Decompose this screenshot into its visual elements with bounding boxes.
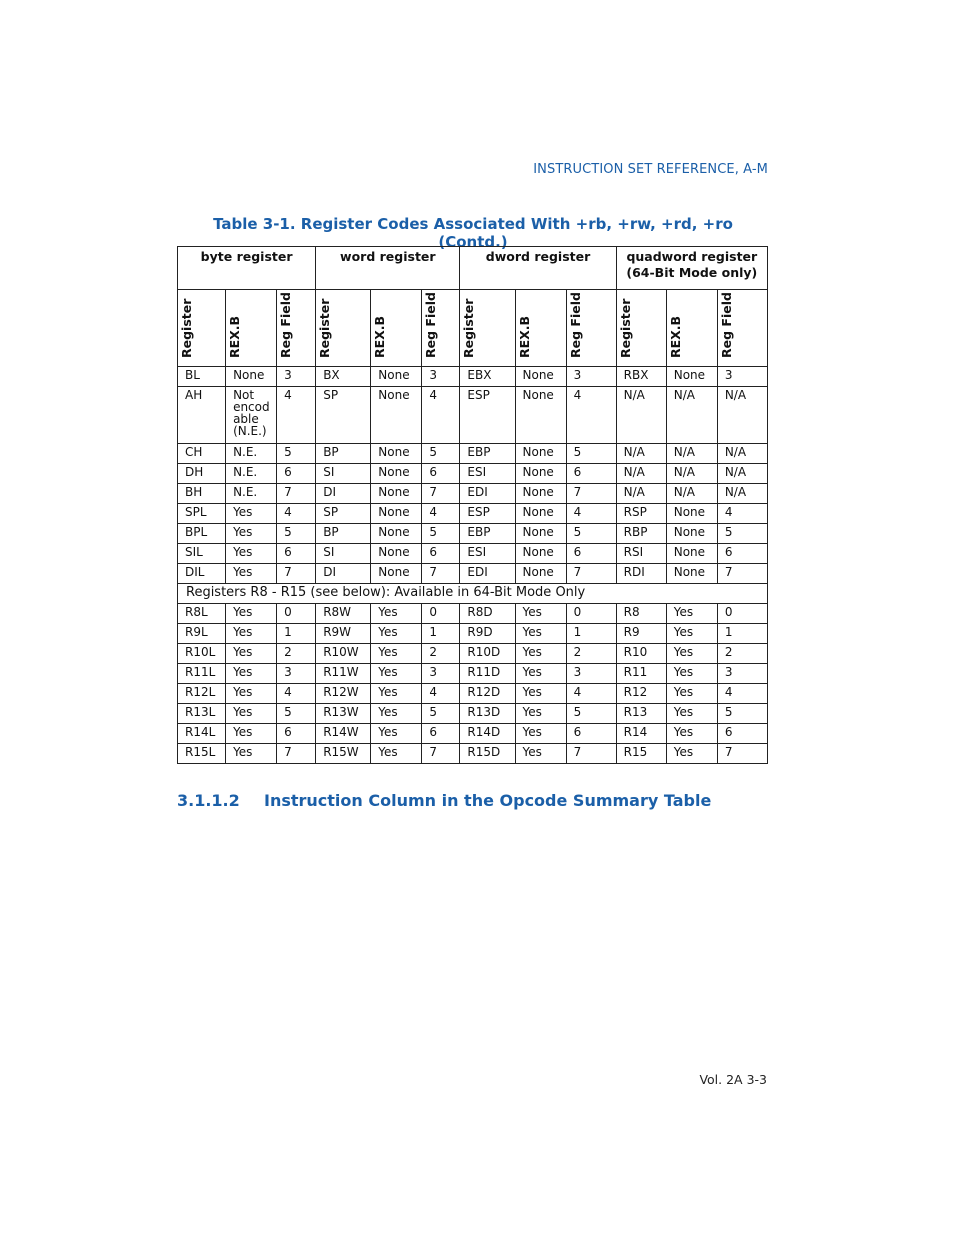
table-cell: DI xyxy=(316,484,371,504)
table-cell: 4 xyxy=(277,684,316,704)
table-cell: R12D xyxy=(460,684,515,704)
table-row xyxy=(178,504,768,524)
table-cell: 1 xyxy=(422,624,460,644)
group-header: quadword register (64-Bit Mode only) xyxy=(616,247,767,290)
table-cell: 7 xyxy=(277,484,316,504)
table-row xyxy=(178,684,768,704)
table-cell: None xyxy=(515,544,566,564)
table-cell: N/A xyxy=(616,464,666,484)
table-cell: BL xyxy=(178,367,226,387)
span-note: Registers R8 - R15 (see below): Available in 64-Bit Mode Only xyxy=(178,584,768,604)
table-cell: R14D xyxy=(460,724,515,744)
table-cell: 5 xyxy=(422,524,460,544)
table-cell: 0 xyxy=(566,604,616,624)
table-cell: R15L xyxy=(178,744,226,764)
table-cell: Yes xyxy=(371,704,422,724)
table-cell: SIL xyxy=(178,544,226,564)
table-cell: Yes xyxy=(371,684,422,704)
sub-header: Reg Field xyxy=(422,290,460,367)
table-cell: R14L xyxy=(178,724,226,744)
table-cell: None xyxy=(666,524,717,544)
table-cell: None xyxy=(515,444,566,464)
table-cell: R9D xyxy=(460,624,515,644)
table-row xyxy=(178,444,768,464)
table-cell: Yes xyxy=(226,504,277,524)
table-cell: RSI xyxy=(616,544,666,564)
table-row xyxy=(178,464,768,484)
table-cell: None xyxy=(226,367,277,387)
table-cell: R12L xyxy=(178,684,226,704)
table-cell: 7 xyxy=(717,744,767,764)
table-row xyxy=(178,484,768,504)
table-cell: None xyxy=(515,484,566,504)
sub-header: Register xyxy=(616,290,666,367)
table-cell: R9 xyxy=(616,624,666,644)
table-row xyxy=(178,744,768,764)
table-cell: 7 xyxy=(277,564,316,584)
group-header: dword register xyxy=(460,247,616,290)
table-row xyxy=(178,604,768,624)
table-cell: R13W xyxy=(316,704,371,724)
table-cell: Yes xyxy=(226,544,277,564)
table-cell: DH xyxy=(178,464,226,484)
table-body-bottom xyxy=(178,604,768,764)
running-header: INSTRUCTION SET REFERENCE, A-M xyxy=(533,162,768,177)
table-cell: Yes xyxy=(515,744,566,764)
table-cell: 1 xyxy=(566,624,616,644)
table-cell: R13L xyxy=(178,704,226,724)
table-cell: R14W xyxy=(316,724,371,744)
table-cell: EDI xyxy=(460,484,515,504)
table-cell: R12 xyxy=(616,684,666,704)
table-cell: BX xyxy=(316,367,371,387)
table-cell: 4 xyxy=(566,684,616,704)
table-cell: N/A xyxy=(616,444,666,464)
table-cell: 2 xyxy=(717,644,767,664)
table-cell: 4 xyxy=(277,504,316,524)
table-cell: R9L xyxy=(178,624,226,644)
table-cell: SP xyxy=(316,504,371,524)
table-cell: None xyxy=(515,464,566,484)
table-cell: N/A xyxy=(717,484,767,504)
table-row xyxy=(178,664,768,684)
table-cell: N.E. xyxy=(226,464,277,484)
table-cell: Yes xyxy=(371,624,422,644)
table-cell: RDI xyxy=(616,564,666,584)
table-row xyxy=(178,704,768,724)
sub-header-row xyxy=(178,290,768,367)
table-cell: 6 xyxy=(566,464,616,484)
table-cell: R13D xyxy=(460,704,515,724)
table-cell: Yes xyxy=(226,704,277,724)
table-cell: 5 xyxy=(277,704,316,724)
table-cell: Yes xyxy=(515,664,566,684)
table-row xyxy=(178,544,768,564)
table-cell: BPL xyxy=(178,524,226,544)
table-cell: 6 xyxy=(422,544,460,564)
table-cell: None xyxy=(371,564,422,584)
table-cell: 7 xyxy=(277,744,316,764)
table-cell: 5 xyxy=(566,444,616,464)
table-cell: 6 xyxy=(277,544,316,564)
table-cell: SI xyxy=(316,544,371,564)
table-cell: RBX xyxy=(616,367,666,387)
table-row xyxy=(178,644,768,664)
table-cell: N/A xyxy=(666,444,717,464)
table-cell: 0 xyxy=(717,604,767,624)
span-note-row xyxy=(178,584,768,604)
table-cell: 3 xyxy=(717,367,767,387)
table-cell: Yes xyxy=(371,604,422,624)
table-cell: None xyxy=(371,484,422,504)
table-caption: Table 3-1. Register Codes Associated With +rb, +rw, +rd, +ro (Contd.) xyxy=(213,215,733,251)
table-cell: RBP xyxy=(616,524,666,544)
table-cell: None xyxy=(666,504,717,524)
table-cell: N.E. xyxy=(226,444,277,464)
table-cell: None xyxy=(666,544,717,564)
table-cell: 3 xyxy=(566,664,616,684)
table-cell: 6 xyxy=(422,724,460,744)
table-cell: 5 xyxy=(422,444,460,464)
table-cell: EDI xyxy=(460,564,515,584)
table-cell: 4 xyxy=(717,504,767,524)
table-row xyxy=(178,724,768,744)
sub-header: Reg Field xyxy=(717,290,767,367)
table-row xyxy=(178,624,768,644)
table-cell: R10 xyxy=(616,644,666,664)
table-cell: R11 xyxy=(616,664,666,684)
table-cell: 2 xyxy=(422,644,460,664)
table-cell: R11D xyxy=(460,664,515,684)
table-cell: None xyxy=(515,504,566,524)
sub-header: Reg Field xyxy=(566,290,616,367)
section-heading xyxy=(177,791,711,810)
table-cell: 3 xyxy=(717,664,767,684)
table-cell: R13 xyxy=(616,704,666,724)
table-cell: 4 xyxy=(422,684,460,704)
table-row xyxy=(178,564,768,584)
group-header: byte register xyxy=(178,247,316,290)
table-cell: 4 xyxy=(422,387,460,444)
sub-header: Reg Field xyxy=(277,290,316,367)
table-cell: None xyxy=(666,367,717,387)
table-cell: R15D xyxy=(460,744,515,764)
table-cell: Yes xyxy=(515,684,566,704)
table-cell: 6 xyxy=(717,724,767,744)
table-cell: R8 xyxy=(616,604,666,624)
table-cell: 4 xyxy=(422,504,460,524)
table-cell: R11L xyxy=(178,664,226,684)
table-cell: R12W xyxy=(316,684,371,704)
table-cell: Yes xyxy=(371,644,422,664)
table-cell: 4 xyxy=(277,387,316,444)
table-cell: Yes xyxy=(666,744,717,764)
table-cell: None xyxy=(666,564,717,584)
table-cell: 3 xyxy=(277,367,316,387)
table-cell: 6 xyxy=(277,464,316,484)
table-cell: 3 xyxy=(422,367,460,387)
table-cell: Yes xyxy=(226,684,277,704)
table-cell: Yes xyxy=(666,684,717,704)
table-cell: EBX xyxy=(460,367,515,387)
table-cell: 7 xyxy=(566,564,616,584)
table-cell: N/A xyxy=(666,464,717,484)
table-cell: N/A xyxy=(717,387,767,444)
table-cell: None xyxy=(371,367,422,387)
table-cell: None xyxy=(371,444,422,464)
table-cell: Yes xyxy=(666,644,717,664)
table-body-top xyxy=(178,367,768,584)
table-cell: None xyxy=(371,524,422,544)
table-cell: N/A xyxy=(666,387,717,444)
sub-header: REX.B xyxy=(666,290,717,367)
table-cell: R15 xyxy=(616,744,666,764)
table-cell: R10W xyxy=(316,644,371,664)
table-cell: RSP xyxy=(616,504,666,524)
table-cell: Yes xyxy=(371,744,422,764)
table-cell: R8W xyxy=(316,604,371,624)
table-row xyxy=(178,524,768,544)
table-cell: SPL xyxy=(178,504,226,524)
table-cell: 3 xyxy=(422,664,460,684)
table-cell: 7 xyxy=(566,744,616,764)
register-codes-table xyxy=(177,246,768,764)
table-cell: 2 xyxy=(566,644,616,664)
table-cell: SP xyxy=(316,387,371,444)
table-cell: Yes xyxy=(666,624,717,644)
table-cell: None xyxy=(515,387,566,444)
table-cell: Yes xyxy=(371,664,422,684)
table-cell: 6 xyxy=(717,544,767,564)
table-cell: None xyxy=(371,387,422,444)
table-cell: R10D xyxy=(460,644,515,664)
table-cell: 5 xyxy=(566,704,616,724)
table-cell: N/A xyxy=(717,444,767,464)
table-cell: R8D xyxy=(460,604,515,624)
table-cell: Yes xyxy=(226,724,277,744)
table-cell: None xyxy=(371,464,422,484)
table-cell: 5 xyxy=(422,704,460,724)
table-cell: N/A xyxy=(666,484,717,504)
table-cell: Yes xyxy=(226,524,277,544)
table-cell: 6 xyxy=(422,464,460,484)
sub-header: REX.B xyxy=(371,290,422,367)
table-cell: EBP xyxy=(460,444,515,464)
table-cell: 7 xyxy=(422,744,460,764)
table-cell: 6 xyxy=(566,724,616,744)
table-cell: R8L xyxy=(178,604,226,624)
table-cell: Yes xyxy=(226,644,277,664)
table-cell: Yes xyxy=(226,744,277,764)
table-cell: ESP xyxy=(460,387,515,444)
table-cell: BP xyxy=(316,444,371,464)
table-cell: R9W xyxy=(316,624,371,644)
table-cell: CH xyxy=(178,444,226,464)
table-cell: Yes xyxy=(666,664,717,684)
table-cell: 0 xyxy=(422,604,460,624)
table-cell: 5 xyxy=(717,704,767,724)
sub-header: REX.B xyxy=(226,290,277,367)
table-cell: BP xyxy=(316,524,371,544)
table-cell: None xyxy=(515,524,566,544)
table-cell: 5 xyxy=(566,524,616,544)
table-row xyxy=(178,367,768,387)
table-cell: 2 xyxy=(277,644,316,664)
table-cell: DIL xyxy=(178,564,226,584)
table-cell: 1 xyxy=(717,624,767,644)
table-cell: 5 xyxy=(277,444,316,464)
page-footer: Vol. 2A 3-3 xyxy=(699,1072,767,1087)
table-cell: Yes xyxy=(226,624,277,644)
table-cell: 6 xyxy=(566,544,616,564)
table-cell: None xyxy=(371,504,422,524)
table-cell: AH xyxy=(178,387,226,444)
section-number: 3.1.1.2 xyxy=(177,791,240,810)
table-cell: EBP xyxy=(460,524,515,544)
table-cell: 1 xyxy=(277,624,316,644)
table-cell: ESI xyxy=(460,544,515,564)
group-header: word register xyxy=(316,247,460,290)
table-cell: None xyxy=(515,367,566,387)
table-cell: ESI xyxy=(460,464,515,484)
section-title: Instruction Column in the Opcode Summary Table xyxy=(264,791,712,810)
table-cell: N/A xyxy=(616,387,666,444)
table-cell: Yes xyxy=(371,724,422,744)
table-cell: 0 xyxy=(277,604,316,624)
table-cell: R15W xyxy=(316,744,371,764)
table-cell: N/A xyxy=(616,484,666,504)
table-cell: 6 xyxy=(277,724,316,744)
sub-header: Register xyxy=(460,290,515,367)
table-cell: 5 xyxy=(277,524,316,544)
table-cell: Yes xyxy=(226,604,277,624)
table-cell: None xyxy=(515,564,566,584)
table-cell: 5 xyxy=(717,524,767,544)
table-cell: SI xyxy=(316,464,371,484)
table-cell: Yes xyxy=(515,624,566,644)
table-cell: N.E. xyxy=(226,484,277,504)
table-cell: Not encod able (N.E.) xyxy=(226,387,277,444)
table-cell: Yes xyxy=(226,664,277,684)
sub-header: Register xyxy=(178,290,226,367)
table-cell: R10L xyxy=(178,644,226,664)
table-cell: DI xyxy=(316,564,371,584)
table-cell: 7 xyxy=(566,484,616,504)
table-cell: 4 xyxy=(717,684,767,704)
span-note-body xyxy=(178,584,768,604)
table-cell: Yes xyxy=(666,704,717,724)
group-header-row xyxy=(178,247,768,290)
table-cell: 7 xyxy=(422,484,460,504)
sub-header: REX.B xyxy=(515,290,566,367)
table-cell: Yes xyxy=(515,644,566,664)
table-cell: ESP xyxy=(460,504,515,524)
sub-header: Register xyxy=(316,290,371,367)
table-cell: R14 xyxy=(616,724,666,744)
table-cell: BH xyxy=(178,484,226,504)
table-cell: Yes xyxy=(666,604,717,624)
table-cell: 4 xyxy=(566,504,616,524)
table-cell: Yes xyxy=(515,604,566,624)
table-cell: Yes xyxy=(515,704,566,724)
table-cell: 3 xyxy=(277,664,316,684)
table-cell: 7 xyxy=(717,564,767,584)
table-cell: 7 xyxy=(422,564,460,584)
table-cell: 3 xyxy=(566,367,616,387)
table-cell: Yes xyxy=(515,724,566,744)
table-cell: Yes xyxy=(226,564,277,584)
table-row xyxy=(178,387,768,444)
table-cell: None xyxy=(371,544,422,564)
table-cell: 4 xyxy=(566,387,616,444)
table-cell: R11W xyxy=(316,664,371,684)
table-cell: Yes xyxy=(666,724,717,744)
table-cell: N/A xyxy=(717,464,767,484)
